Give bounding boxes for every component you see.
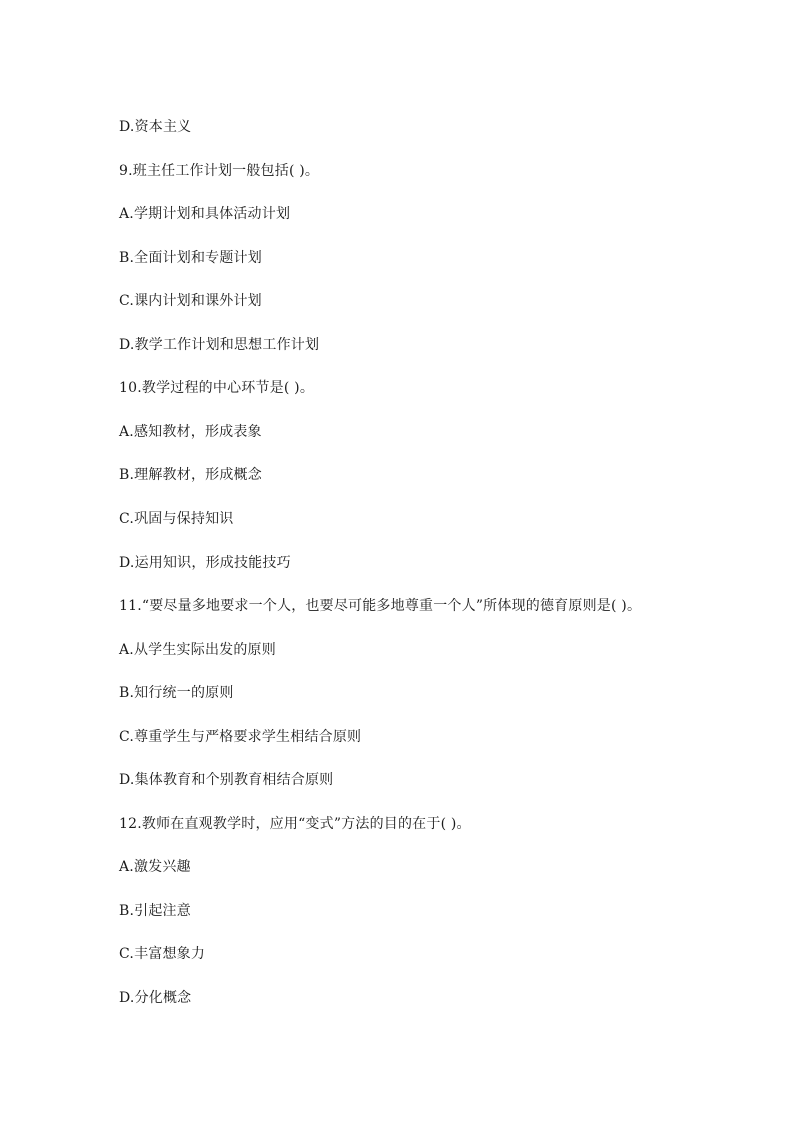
option-11-b: B.知行统一的原则 [119, 685, 234, 701]
question-10: 10.教学过程的中心环节是( )。 [119, 380, 315, 396]
option-12-c: C.丰富想象力 [119, 946, 206, 962]
option-10-c: C.巩固与保持知识 [119, 511, 234, 527]
option-12-a: A.激发兴趣 [119, 859, 191, 875]
option-11-c: C.尊重学生与严格要求学生相结合原则 [119, 729, 362, 745]
question-9: 9.班主任工作计划一般包括( )。 [119, 163, 320, 179]
option-10-a: A.感知教材，形成表象 [119, 424, 262, 440]
option-9-b: B.全面计划和专题计划 [119, 250, 262, 266]
option-10-b: B.理解教材，形成概念 [119, 467, 262, 483]
option-10-d: D.运用知识，形成技能技巧 [119, 555, 291, 571]
option-11-d: D.集体教育和个别教育相结合原则 [119, 772, 334, 788]
option-12-d: D.分化概念 [119, 990, 192, 1006]
question-12: 12.教师在直观教学时，应用“变式”方法的目的在于( )。 [119, 816, 471, 832]
option-9-d: D.教学工作计划和思想工作计划 [119, 337, 320, 353]
option-8-d: D.资本主义 [119, 119, 192, 135]
option-9-a: A.学期计划和具体活动计划 [119, 206, 291, 222]
option-9-c: C.课内计划和课外计划 [119, 293, 262, 309]
question-11: 11.“要尽量多地要求一个人，也要尽可能多地尊重一个人”所体现的德育原则是( )。 [119, 598, 642, 614]
option-12-b: B.引起注意 [119, 903, 191, 919]
option-11-a: A.从学生实际出发的原则 [119, 642, 276, 658]
